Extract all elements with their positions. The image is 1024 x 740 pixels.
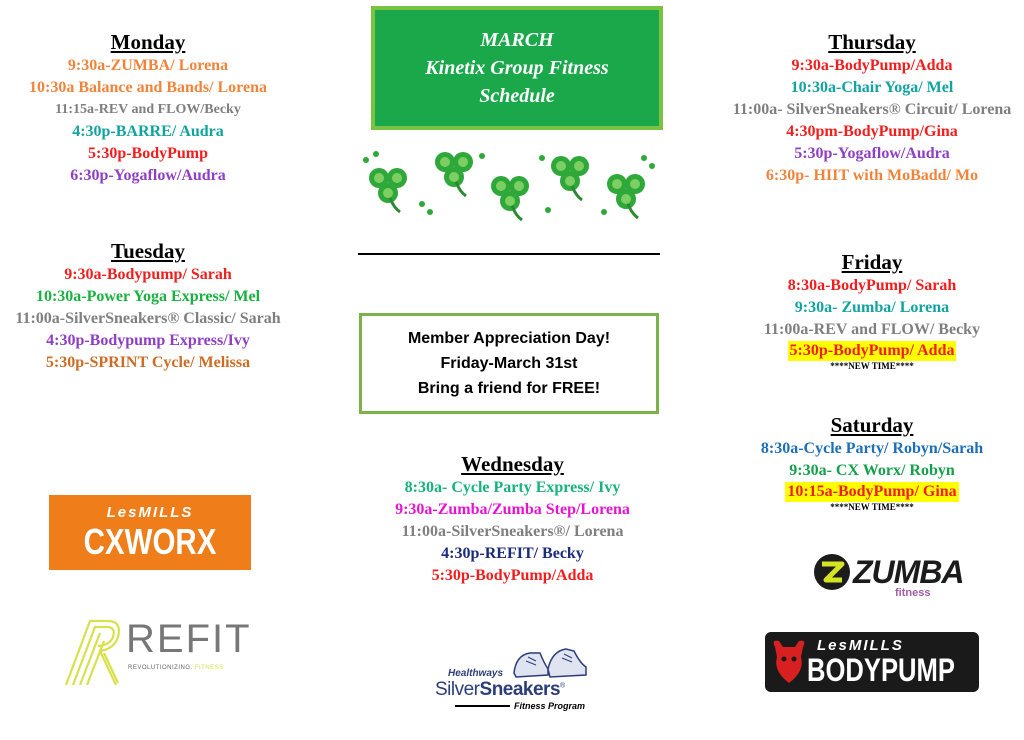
class-entry	[0, 264, 296, 286]
class-list	[0, 264, 296, 374]
class-entry	[0, 352, 296, 374]
lesmills-brand: LesMILLS	[106, 503, 194, 521]
class-entry	[724, 99, 1020, 121]
class-entry	[0, 143, 296, 165]
refit-tag-b: FITNESS	[194, 665, 224, 671]
class-entry	[724, 341, 1020, 361]
class-entry	[0, 330, 296, 352]
class-text: 9:30a-BodyPump/Adda	[791, 57, 953, 74]
fitness-program-label: Fitness Program	[514, 701, 586, 711]
class-text: 10:30a-Power Yoga Express/ Mel	[35, 288, 261, 305]
day-heading: Tuesday	[111, 239, 185, 263]
class-list	[0, 55, 296, 187]
class-entry	[355, 565, 670, 587]
new-time-note: ****NEW TIME****	[830, 502, 914, 512]
ss-main-b: Sneakers	[479, 679, 561, 700]
title-schedule: Schedule	[479, 85, 555, 107]
class-list	[355, 477, 670, 587]
zumba-fitness-label: fitness	[895, 587, 931, 599]
class-text: 6:30p- HIIT with MoBadd/ Mo	[765, 167, 979, 184]
refit-mark-icon	[60, 615, 124, 687]
class-text: 10:15a-BodyPump/ Gina	[787, 483, 957, 500]
class-text: 4:30p-Bodypump Express/Ivy	[46, 332, 250, 349]
class-entry	[724, 143, 1020, 165]
ss-underline	[455, 705, 510, 707]
cxworx-product: CXWORX	[83, 520, 217, 562]
zumba-mark-icon	[812, 552, 852, 592]
lesmills-bodypump-logo	[765, 632, 979, 692]
class-entry	[724, 55, 1020, 77]
class-text: 4:30p-BARRE/ Audra	[72, 123, 224, 140]
class-entry	[724, 165, 1020, 187]
day-heading: Saturday	[830, 413, 914, 437]
class-entry	[0, 165, 296, 187]
friday-schedule	[724, 250, 1020, 371]
monday-schedule	[0, 30, 296, 187]
class-text: 5:30p-SPRINT Cycle/ Melissa	[45, 354, 251, 371]
class-text: 8:30a-BodyPump/ Sarah	[787, 277, 957, 294]
class-entry	[724, 319, 1020, 341]
silversneakers-logo	[430, 645, 600, 715]
refit-tagline	[128, 665, 224, 671]
class-text: 10:30a-Chair Yoga/ Mel	[790, 79, 954, 96]
refit-wordmark: REFIT	[126, 617, 252, 661]
class-text: 11:15a-REV and FLOW/Becky	[55, 102, 241, 117]
class-text: 8:30a-Cycle Party/ Robyn/Sarah	[760, 440, 984, 457]
class-list	[724, 275, 1020, 371]
class-text: 11:00a-SilverSneakers® Classic/ Sarah	[15, 310, 281, 327]
divider-line	[358, 253, 660, 255]
class-text: 11:00a-SilverSneakers®/ Lorena	[401, 523, 624, 540]
appreciation-line-1: Member Appreciation Day!	[407, 330, 611, 347]
class-text: 4:30pm-BodyPump/Gina	[786, 123, 958, 140]
class-entry	[355, 543, 670, 565]
class-entry	[355, 477, 670, 499]
member-appreciation-box	[359, 313, 659, 414]
lesmills-cxworx-logo	[49, 495, 251, 570]
schedule-title-box	[371, 6, 663, 130]
class-text: 5:30p-Yogaflow/Audra	[794, 145, 950, 162]
class-entry	[0, 77, 296, 99]
silversneakers-wordmark: SilverSneakers®	[435, 679, 565, 700]
saturday-schedule	[724, 413, 1020, 512]
class-entry	[724, 121, 1020, 143]
class-entry	[0, 121, 296, 143]
class-text: 11:00a- SilverSneakers® Circuit/ Lorena	[732, 101, 1012, 118]
class-list	[724, 438, 1020, 512]
class-text: 11:00a-REV and FLOW/ Becky	[763, 321, 981, 338]
day-heading: Wednesday	[461, 452, 564, 476]
zumba-fitness-logo	[810, 550, 964, 605]
shamrock-decoration-icon	[358, 146, 658, 222]
class-entry	[0, 99, 296, 121]
healthways-label: Healthways	[448, 668, 504, 679]
zumba-wordmark: ZUMBA	[853, 554, 964, 590]
day-heading: Thursday	[828, 30, 916, 54]
class-entry	[724, 482, 1020, 502]
title-month: MARCH	[480, 29, 554, 51]
thursday-schedule	[724, 30, 1020, 187]
sneakers-icon	[510, 645, 590, 681]
class-text: 8:30a- Cycle Party Express/ Ivy	[404, 479, 621, 496]
class-text: 10:30a Balance and Bands/ Lorena	[29, 79, 267, 96]
class-entry	[724, 438, 1020, 460]
class-entry	[724, 460, 1020, 482]
class-text: 4:30p-REFIT/ Becky	[441, 545, 584, 562]
class-text: 6:30p-Yogaflow/Audra	[70, 167, 226, 184]
class-entry	[724, 297, 1020, 319]
appreciation-line-2: Friday-March 31st	[440, 355, 578, 372]
class-text: 9:30a- CX Worx/ Robyn	[789, 462, 955, 479]
class-text: 9:30a-Bodypump/ Sarah	[64, 266, 232, 283]
class-entry	[355, 499, 670, 521]
class-text: 5:30p-BodyPump/ Adda	[789, 342, 955, 359]
title-gym: Kinetix Group Fitness	[425, 57, 609, 79]
class-entry	[724, 77, 1020, 99]
class-text: 9:30a- Zumba/ Lorena	[794, 299, 950, 316]
class-entry	[0, 55, 296, 77]
class-entry	[0, 308, 296, 330]
appreciation-line-3: Bring a friend for FREE!	[417, 380, 601, 397]
lesmills-brand: LesMILLS	[817, 637, 904, 654]
new-time-note: ****NEW TIME****	[830, 361, 914, 371]
day-heading: Friday	[841, 250, 903, 274]
day-heading: Monday	[110, 30, 186, 54]
wednesday-schedule	[355, 452, 670, 587]
class-text: 9:30a-ZUMBA/ Lorena	[67, 57, 229, 74]
bodypump-product: BODYPUMP	[807, 652, 955, 688]
refit-logo	[60, 615, 252, 687]
class-list	[724, 55, 1020, 187]
class-entry	[724, 275, 1020, 297]
class-text: 5:30p-BodyPump/Adda	[431, 567, 594, 584]
tuesday-schedule	[0, 239, 296, 374]
ss-main-a: Silver	[435, 679, 480, 700]
class-entry	[0, 286, 296, 308]
class-text: 5:30p-BodyPump	[87, 145, 209, 162]
class-entry	[355, 521, 670, 543]
bull-icon	[769, 637, 809, 687]
refit-tag-a: REVOLUTIONIZING.	[128, 665, 193, 671]
class-text: 9:30a-Zumba/Zumba Step/Lorena	[395, 501, 630, 518]
